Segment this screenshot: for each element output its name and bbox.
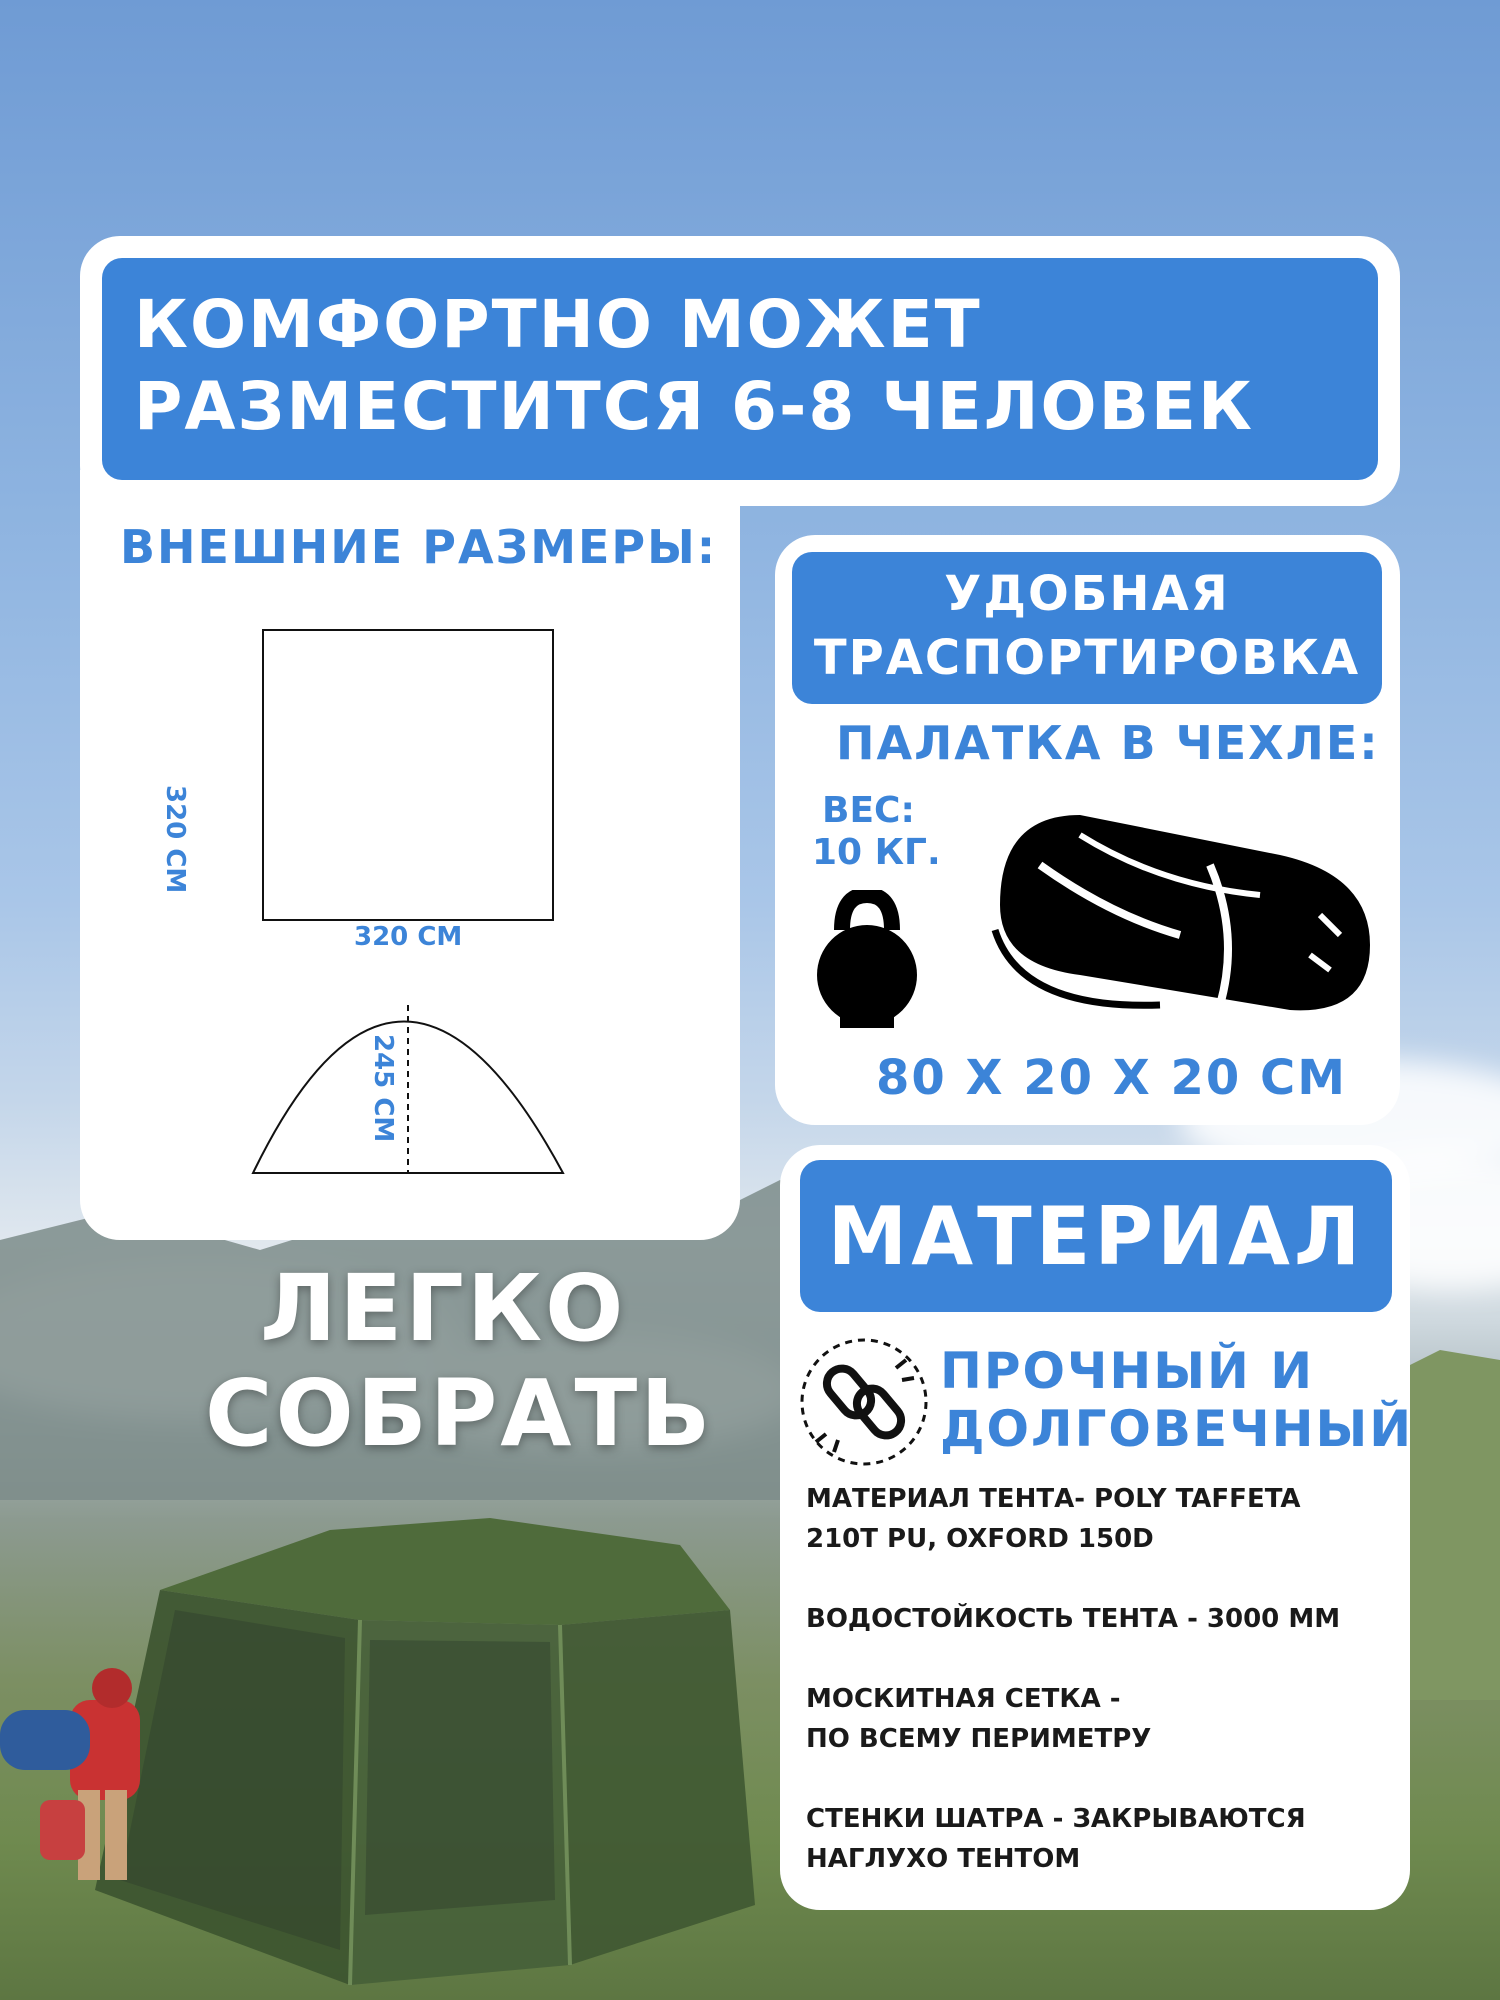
bag-size: 80 Х 20 Х 20 СМ	[876, 1050, 1347, 1106]
transport-line-1: УДОБНАЯ	[944, 566, 1230, 622]
material-header	[800, 1160, 1392, 1312]
kettlebell-icon	[812, 890, 922, 1030]
capacity-line-2: РАЗМЕСТИТСЯ 6-8 ЧЕЛОВЕК	[134, 368, 1254, 445]
capacity-header	[102, 258, 1378, 480]
spec-mosquito-line-2: ПО ВСЕМУ ПЕРИМЕТРУ	[806, 1724, 1152, 1754]
floor-plan-diagram	[200, 600, 620, 1200]
weight-label: ВЕС:	[822, 790, 915, 831]
weight-value: 10 КГ.	[812, 832, 941, 873]
spec-waterproof-line-1: ВОДОСТОЙКОСТЬ ТЕНТА - 3000 ММ	[806, 1604, 1341, 1634]
bag-subtitle: ПАЛАТКА В ЧЕХЛЕ:	[836, 716, 1380, 770]
capacity-line-1: КОМФОРТНО МОЖЕТ	[134, 286, 982, 363]
spec-walls-line-1: СТЕНКИ ШАТРА - ЗАКРЫВАЮТСЯ	[806, 1804, 1306, 1834]
spec-fabric-line-2: 210T PU, OXFORD 150D	[806, 1524, 1154, 1554]
tent-photo	[95, 1518, 755, 1985]
spec-mosquito-line-1: МОСКИТНАЯ СЕТКА -	[806, 1684, 1121, 1714]
spec-fabric-line-1: МАТЕРИАЛ ТЕНТА- POLY TAFFETA	[806, 1484, 1301, 1514]
spec-walls-line-2: НАГЛУХО ТЕНТОМ	[806, 1844, 1081, 1874]
transport-line-2: ТРАСПОРТИРОВКА	[813, 630, 1361, 686]
height-label: 245 СМ	[368, 1034, 398, 1143]
dimensions-title: ВНЕШНИЕ РАЗМЕРЫ:	[120, 520, 718, 574]
chain-link-icon	[798, 1336, 930, 1468]
width-label: 320 СМ	[354, 922, 463, 952]
easy-assembly-line-2: СОБРАТЬ	[205, 1360, 714, 1467]
durability-line-1: ПРОЧНЫЙ И	[940, 1342, 1315, 1400]
durability-line-2: ДОЛГОВЕЧНЫЙ	[940, 1400, 1414, 1458]
easy-assembly-line-1: ЛЕГКО	[260, 1255, 627, 1362]
tent-bag-icon	[960, 795, 1380, 1025]
camper-figure	[0, 1668, 140, 1880]
transport-header	[792, 552, 1382, 704]
depth-label: 320 СМ	[160, 785, 190, 894]
material-title: МАТЕРИАЛ	[827, 1190, 1365, 1283]
